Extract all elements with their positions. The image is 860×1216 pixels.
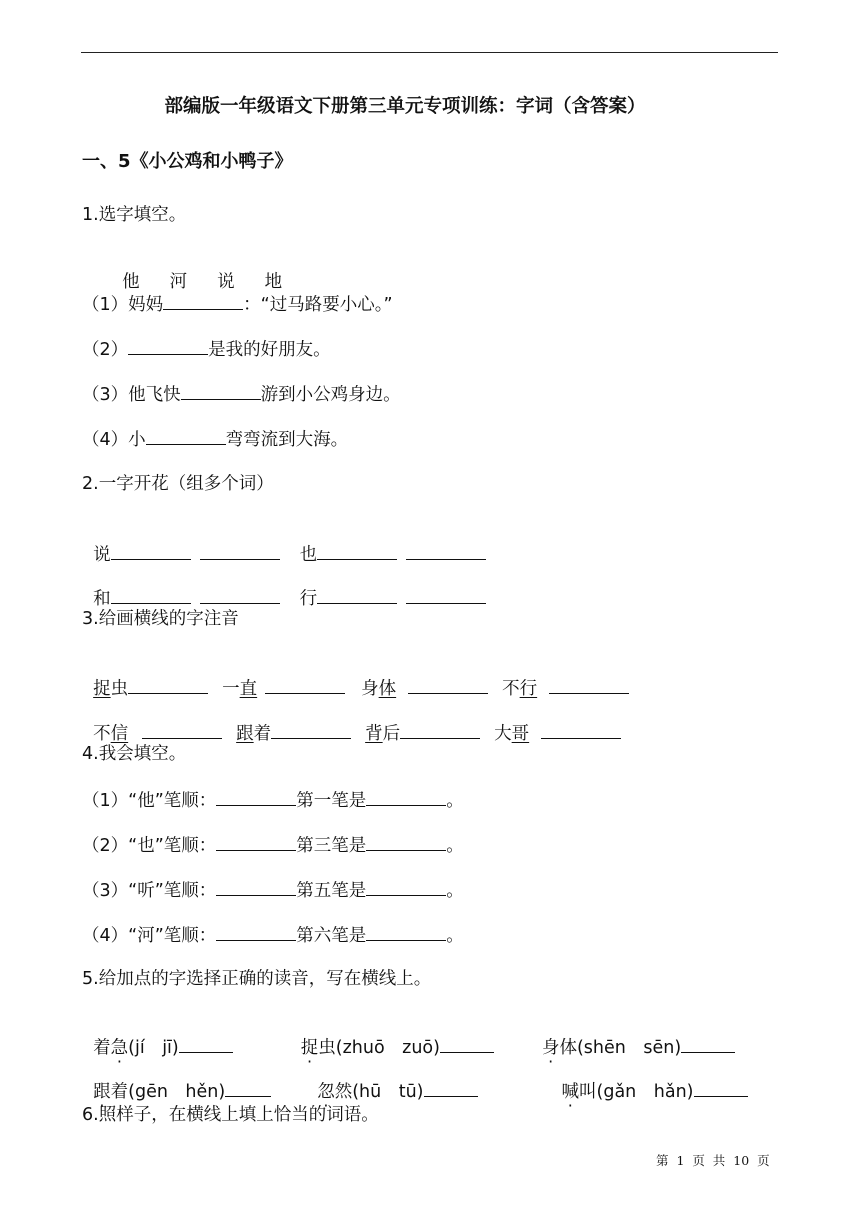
q1-heading: 1.选字填空。 <box>82 205 187 225</box>
item-text: （1）“他”笔顺： <box>82 791 217 811</box>
word-char: 着 <box>110 1082 129 1102</box>
pinyin-options: (gēn hěn) <box>128 1082 226 1102</box>
answer-blank[interactable] <box>406 542 486 560</box>
document-title: 部编版一年级语文下册第三单元专项训练：字词（含答案） <box>164 96 646 117</box>
item-text: （1）妈妈 <box>82 295 164 315</box>
word-char: 说 <box>93 545 111 565</box>
answer-blank[interactable] <box>681 1035 735 1053</box>
answer-blank[interactable] <box>216 878 296 896</box>
choice-char: 地 <box>264 272 283 292</box>
answer-blank[interactable] <box>366 878 446 896</box>
answer-blank[interactable] <box>317 586 397 604</box>
item-text: 弯弯流到大海。 <box>225 430 349 450</box>
item-text: 第五笔是 <box>296 881 367 901</box>
answer-blank[interactable] <box>271 721 351 739</box>
choice-char: 他 <box>122 272 140 292</box>
answer-blank[interactable] <box>200 542 280 560</box>
word-char: 后 <box>382 724 401 744</box>
item-text: 。 <box>446 791 464 811</box>
word-char: 和 <box>93 589 111 609</box>
q2-heading: 2.一字开花（组多个词） <box>82 474 274 494</box>
underlined-char: 捉 <box>93 679 111 699</box>
item-text: 第一笔是 <box>296 791 367 811</box>
answer-blank[interactable] <box>317 542 397 560</box>
answer-blank[interactable] <box>146 427 226 445</box>
pinyin-options: (shēn sēn) <box>576 1038 682 1058</box>
word-char: 体 <box>559 1038 577 1058</box>
answer-blank[interactable] <box>181 382 261 400</box>
answer-blank[interactable] <box>225 1079 271 1097</box>
q4-item <box>82 788 464 813</box>
answer-blank[interactable] <box>128 337 208 355</box>
choice-char: 说 <box>217 272 235 292</box>
q1-item <box>82 337 331 362</box>
answer-blank[interactable] <box>366 923 446 941</box>
answer-blank[interactable] <box>406 586 486 604</box>
underlined-char: 体 <box>378 679 397 699</box>
answer-blank[interactable] <box>366 788 446 806</box>
dotted-char: 喊 <box>561 1082 580 1102</box>
underlined-char: 背 <box>365 724 383 744</box>
q5-row <box>82 1011 735 1060</box>
underlined-char: 直 <box>239 679 258 699</box>
q1-item <box>82 382 401 407</box>
answer-blank[interactable] <box>216 833 296 851</box>
answer-blank[interactable] <box>216 923 296 941</box>
item-text: 第三笔是 <box>296 836 367 856</box>
answer-blank[interactable] <box>366 833 446 851</box>
page-footer: 第 1 页 共 10 页 <box>656 1153 770 1168</box>
answer-blank[interactable] <box>111 542 191 560</box>
pinyin-options: (jí jī) <box>128 1038 179 1058</box>
q1-item <box>82 292 393 317</box>
answer-blank[interactable] <box>142 721 222 739</box>
item-text: ：“过马路要小心。” <box>243 295 393 315</box>
q3-heading: 3.给画横线的字注音 <box>82 609 239 629</box>
word-char: 着 <box>93 1038 111 1058</box>
item-text: （4）小 <box>82 430 146 450</box>
word-char: 身 <box>361 679 379 699</box>
answer-blank[interactable] <box>128 676 208 694</box>
answer-blank[interactable] <box>549 676 629 694</box>
word-char: 着 <box>253 724 272 744</box>
item-text: 。 <box>446 881 464 901</box>
word-char: 然 <box>334 1082 353 1102</box>
q1-item <box>82 427 348 452</box>
answer-blank[interactable] <box>265 676 345 694</box>
answer-blank[interactable] <box>163 292 243 310</box>
answer-blank[interactable] <box>541 721 621 739</box>
header-rule <box>81 52 778 53</box>
pinyin-options: (hū tū) <box>352 1082 424 1102</box>
word-char: 不 <box>93 724 111 744</box>
answer-blank[interactable] <box>200 586 280 604</box>
q4-item <box>82 833 464 858</box>
dotted-char: 忽 <box>317 1082 335 1102</box>
q3-row <box>82 697 621 746</box>
q3-row <box>82 652 629 701</box>
word-char: 大 <box>494 724 512 744</box>
answer-blank[interactable] <box>400 721 480 739</box>
word-char: 不 <box>502 679 520 699</box>
item-text: （2）“也”笔顺： <box>82 836 217 856</box>
item-text: （3）他飞快 <box>82 385 181 405</box>
word-char: 虫 <box>318 1038 336 1058</box>
underlined-char: 哥 <box>511 724 530 744</box>
item-text: （4）“河”笔顺： <box>82 926 217 946</box>
item-text: 。 <box>446 926 464 946</box>
q1-choices <box>111 246 282 294</box>
pinyin-options: (gǎn hǎn) <box>596 1082 694 1102</box>
word-char: 一 <box>222 679 240 699</box>
underlined-char: 行 <box>519 679 538 699</box>
q2-row <box>82 518 486 567</box>
q4-item <box>82 923 464 948</box>
word-char: 行 <box>299 589 318 609</box>
word-char: 虫 <box>110 679 129 699</box>
dotted-char: 身 <box>541 1038 560 1058</box>
item-text: （3）“听”笔顺： <box>82 881 217 901</box>
q4-heading: 4.我会填空。 <box>82 744 187 764</box>
underlined-char: 跟 <box>236 724 254 744</box>
dotted-char: 跟 <box>93 1082 111 1102</box>
answer-blank[interactable] <box>424 1079 478 1097</box>
item-text: 是我的好朋友。 <box>208 340 331 360</box>
item-text: 第六笔是 <box>296 926 367 946</box>
q6-heading: 6.照样子，在横线上填上恰当的词语。 <box>82 1105 379 1125</box>
answer-blank[interactable] <box>694 1079 748 1097</box>
q4-item <box>82 878 464 903</box>
choice-char: 河 <box>169 272 188 292</box>
underlined-char: 信 <box>110 724 129 744</box>
dotted-char: 捉 <box>300 1038 319 1058</box>
pinyin-options: (zhuō zuō) <box>335 1038 440 1058</box>
answer-blank[interactable] <box>179 1035 233 1053</box>
item-text: 游到小公鸡身边。 <box>260 385 401 405</box>
word-char: 叫 <box>579 1082 597 1102</box>
q5-row <box>82 1055 748 1104</box>
q5-heading: 5.给加点的字选择正确的读音，写在横线上。 <box>82 969 432 989</box>
q2-row <box>82 562 486 611</box>
answer-blank[interactable] <box>216 788 296 806</box>
answer-blank[interactable] <box>440 1035 494 1053</box>
item-text: （2） <box>82 340 129 360</box>
answer-blank[interactable] <box>408 676 488 694</box>
section-heading: 一、5《小公鸡和小鸭子》 <box>82 151 293 172</box>
item-text: 。 <box>446 836 464 856</box>
dotted-char: 急 <box>110 1038 129 1058</box>
word-char: 也 <box>299 545 318 565</box>
answer-blank[interactable] <box>111 586 191 604</box>
